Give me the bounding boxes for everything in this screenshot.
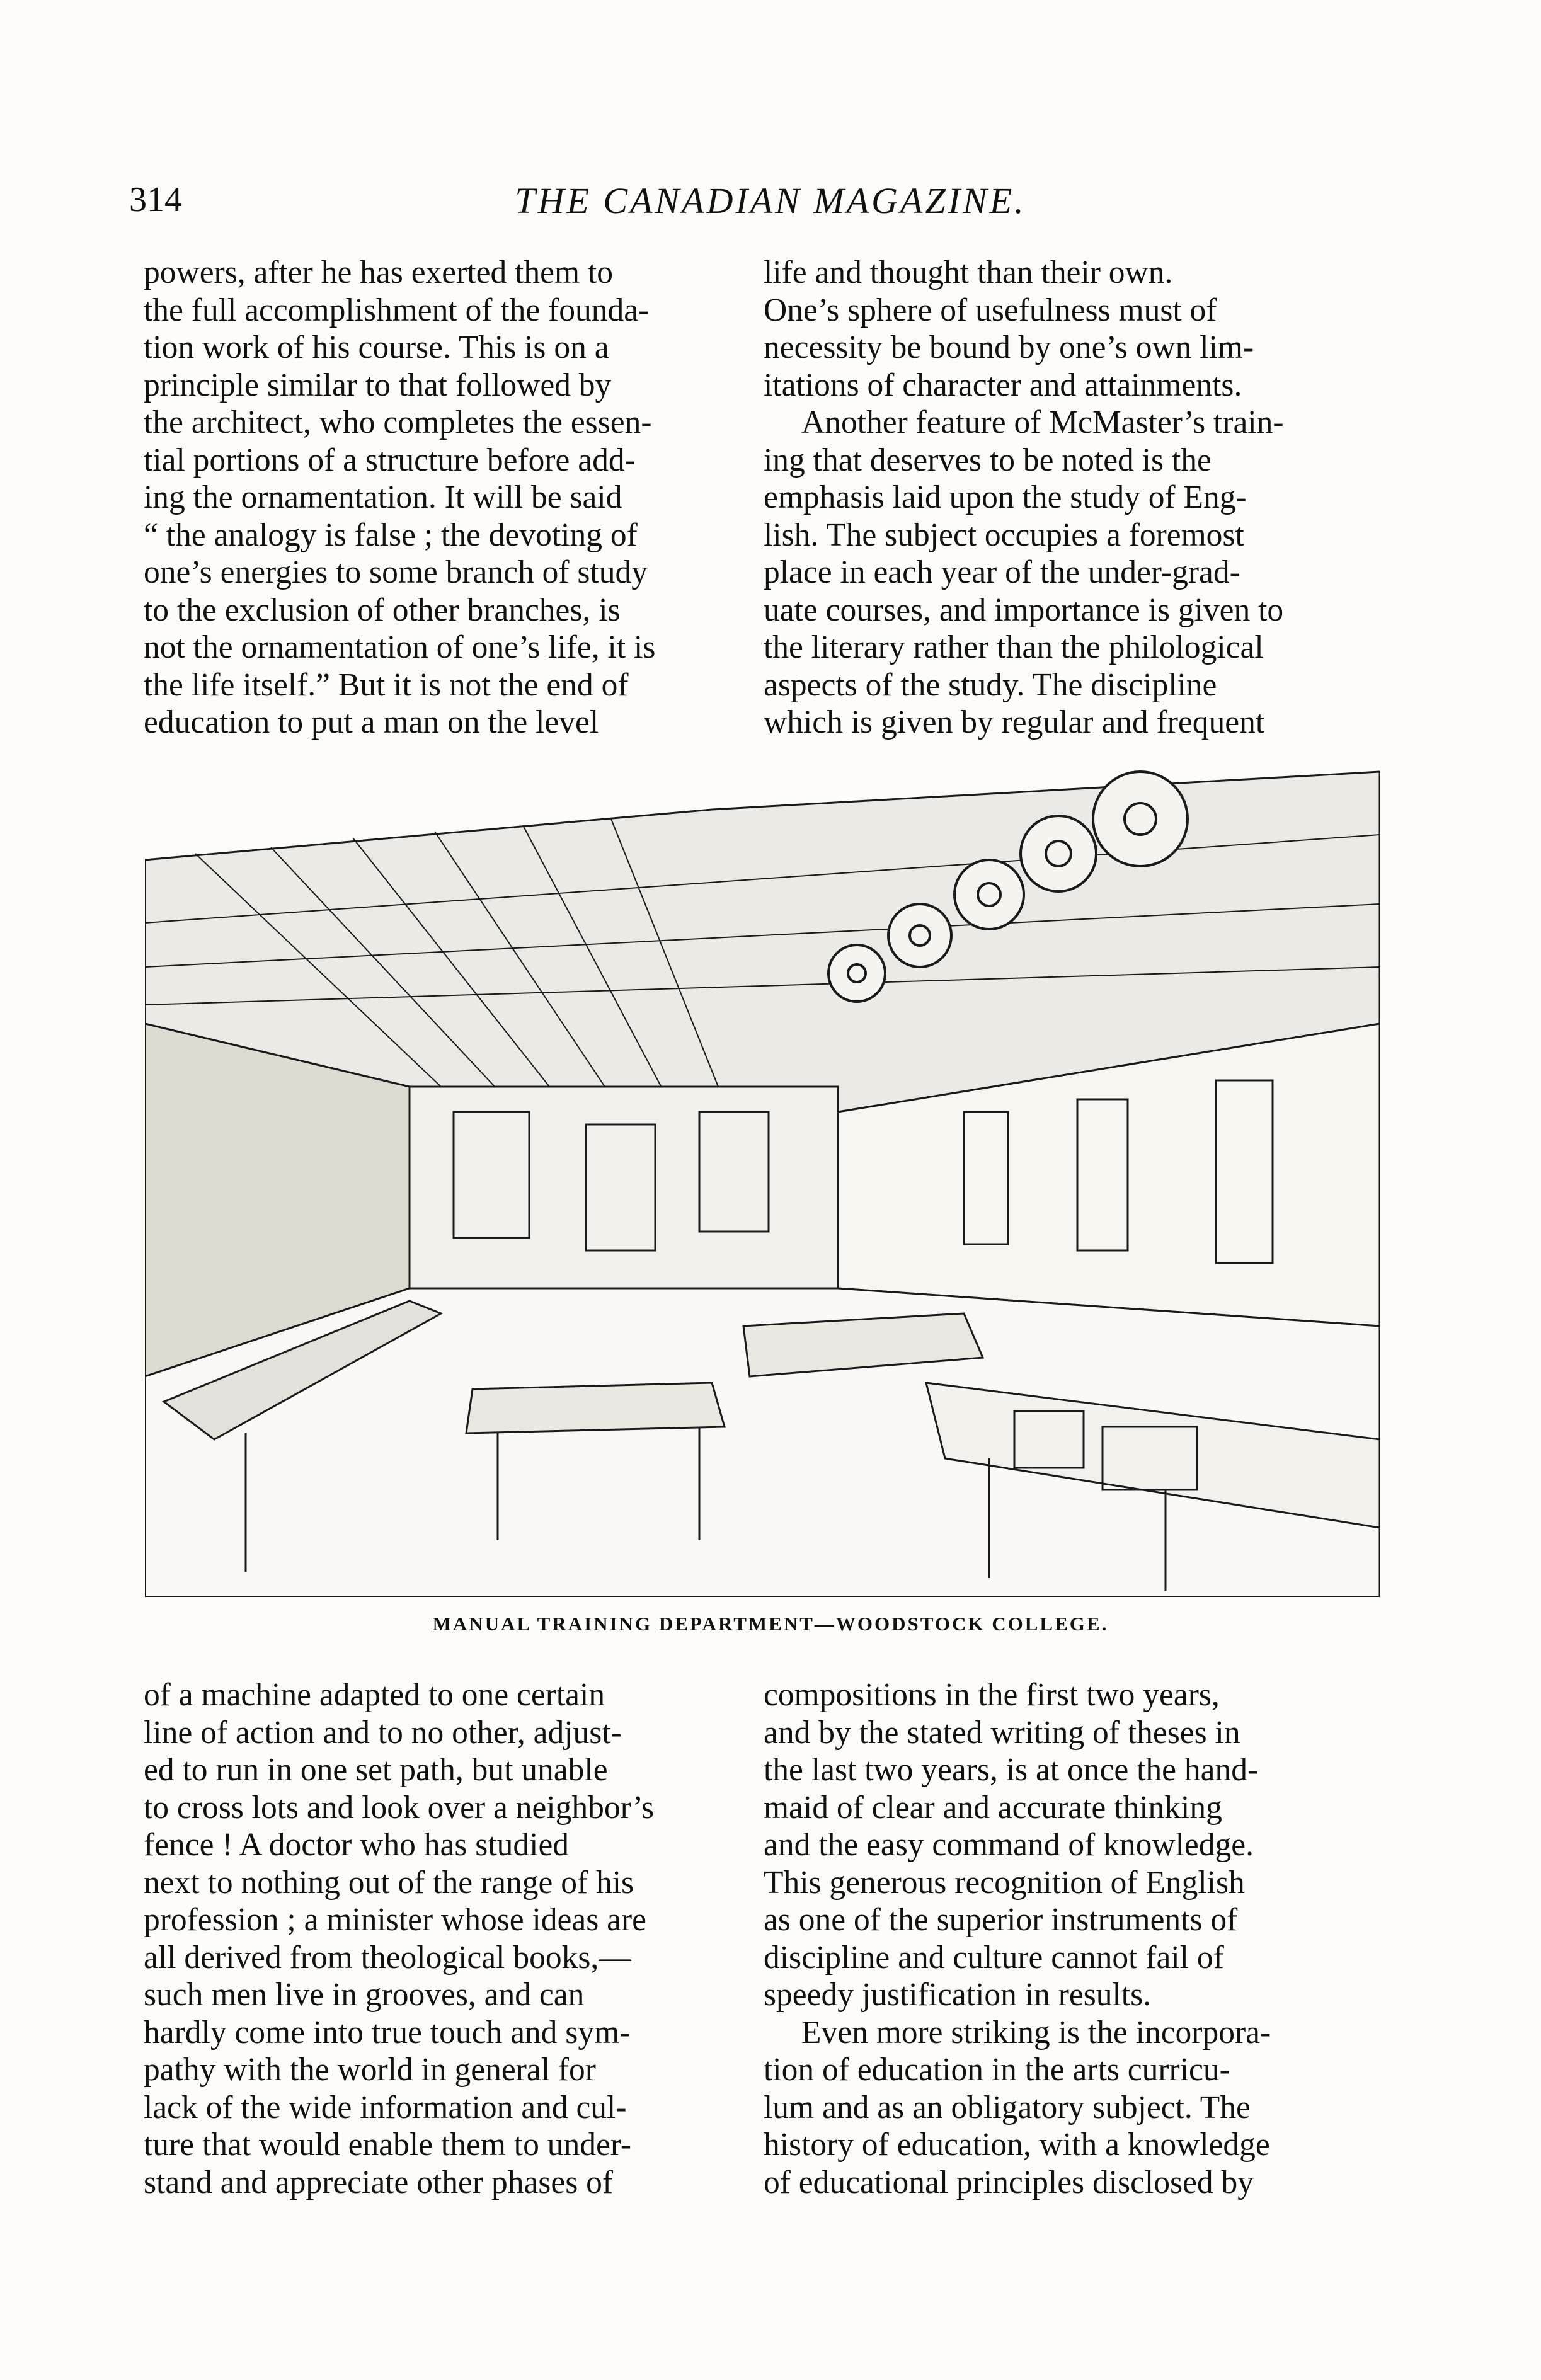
top-right-paragraph-2: Another feature of McMaster’s train- ing that deserves to be noted is the emphasis laid upon the study of Eng- lish. The subject occupies a foremost place in each year of the under-grad- uate courses, and importance is given to the literary rather than the philological aspects of the study. The discipline which is given by regular and frequent [764, 404, 1284, 740]
top-left-paragraph: powers, after he has exerted them to the full accomplishment of the founda- tion work of his course. This is on a principle similar to that followed by the architect, who completes the essen- tial portions of a structure before add- ing the ornamentation. It will be said “ the analogy is false ; the devoting of one’s energies to some branch of study to the exclusion of other branches, is not the ornamentation of one’s life, it is the life itself.” But it is not the end of education to put a man on the level [144, 255, 656, 740]
figure-caption: MANUAL TRAINING DEPARTMENT—WOODSTOCK COLLEGE. [432, 1613, 1109, 1635]
page-number: 314 [129, 180, 182, 219]
page-header [0, 180, 1541, 230]
bottom-right-paragraph-2: Even more striking is the incorpora- tion of education in the arts curricu- lum and as an obligatory subject. The history of education, with a knowledge of educational principles disclosed by [764, 2014, 1271, 2200]
top-left-column [144, 254, 739, 741]
bottom-left-paragraph: of a machine adapted to one certain line of action and to no other, adjust- ed to run in one set path, but unable to cross lots and look over a neighbor’s fence ! A doctor who has studied next to nothing out of the range of his profession ; a minister whose ideas are all derived from theological books,— such men live in grooves, and can hardly come into true touch and sym- pathy with the world in general for lack of the wide information and cul- ture that would enable them to under- stand and appreciate other phases of [144, 1677, 655, 2200]
bottom-right-column [764, 1676, 1359, 2201]
running-title: THE CANADIAN MAGAZINE. [515, 180, 1026, 221]
bottom-left-column [144, 1676, 739, 2201]
top-right-column [764, 254, 1359, 741]
bottom-right-paragraph-1: compositions in the first two years, and by the stated writing of theses in the last two years, is at once the hand- maid of clear and accurate thinking and the easy command of knowledge. This generous recognition of English as one of the superior instruments of discipline and culture cannot fail of speedy justification in results. [764, 1677, 1259, 2013]
workshop-illustration [145, 759, 1380, 1597]
top-right-paragraph-1: life and thought than their own. One’s sphere of usefulness must of necessity be bound by one’s own lim- itations of character and attainments. [764, 255, 1254, 403]
